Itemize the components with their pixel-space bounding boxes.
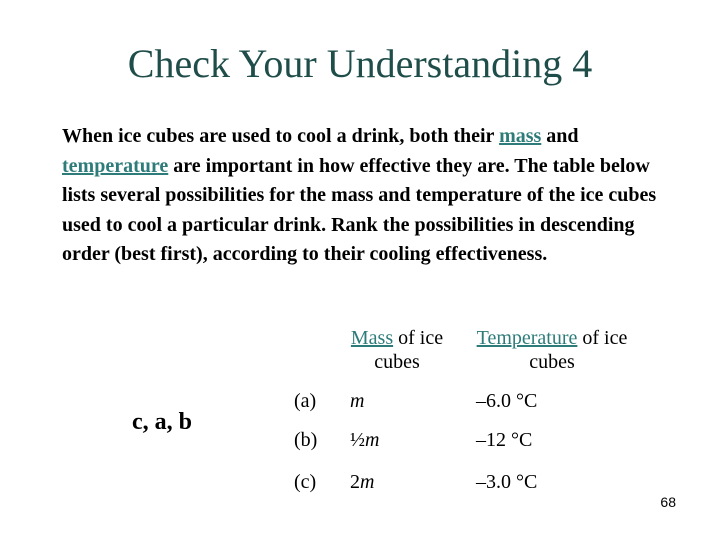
- temperature-link[interactable]: temperature: [62, 154, 169, 177]
- row-mass: [350, 471, 374, 494]
- temperature-header-text: of ice cubes: [529, 327, 628, 373]
- mass-variable: m: [350, 390, 365, 412]
- slide-title: Check Your Understanding 4: [127, 41, 593, 86]
- row-mass: [350, 429, 379, 452]
- row-temperature: –3.0 °C: [476, 471, 538, 493]
- question-text-rest: are important in how effective they are. The table below lists several possibilities for the mass and temperature of the ice cubes used to cool a particular drink. Rank the possibilities in descending order (best first), according to their cooling effectiveness.: [62, 154, 657, 265]
- question-text-and: and: [541, 125, 579, 147]
- question-text-start: When ice cubes are used to cool a drink, both their: [62, 125, 500, 147]
- page-number: 68: [660, 494, 676, 510]
- question-paragraph: [62, 122, 672, 270]
- row-mass: [350, 390, 364, 413]
- row-label: (b): [294, 429, 318, 451]
- mass-column-header: [332, 326, 462, 374]
- mass-link[interactable]: mass: [499, 125, 542, 147]
- temperature-header-link[interactable]: Temperature: [476, 327, 578, 349]
- mass-variable: m: [360, 471, 375, 493]
- row-label: (a): [294, 390, 317, 412]
- mass-prefix: 2: [350, 471, 360, 493]
- answer-text: c, a, b: [132, 409, 192, 435]
- mass-variable: m: [365, 429, 380, 451]
- mass-header-link[interactable]: Mass: [350, 327, 394, 349]
- mass-header-text: of ice cubes: [374, 327, 444, 373]
- mass-prefix: ½: [350, 429, 365, 451]
- row-temperature: –12 °C: [476, 429, 533, 451]
- row-label: (c): [294, 471, 317, 493]
- temperature-column-header: [462, 326, 642, 374]
- row-temperature: –6.0 °C: [476, 390, 538, 412]
